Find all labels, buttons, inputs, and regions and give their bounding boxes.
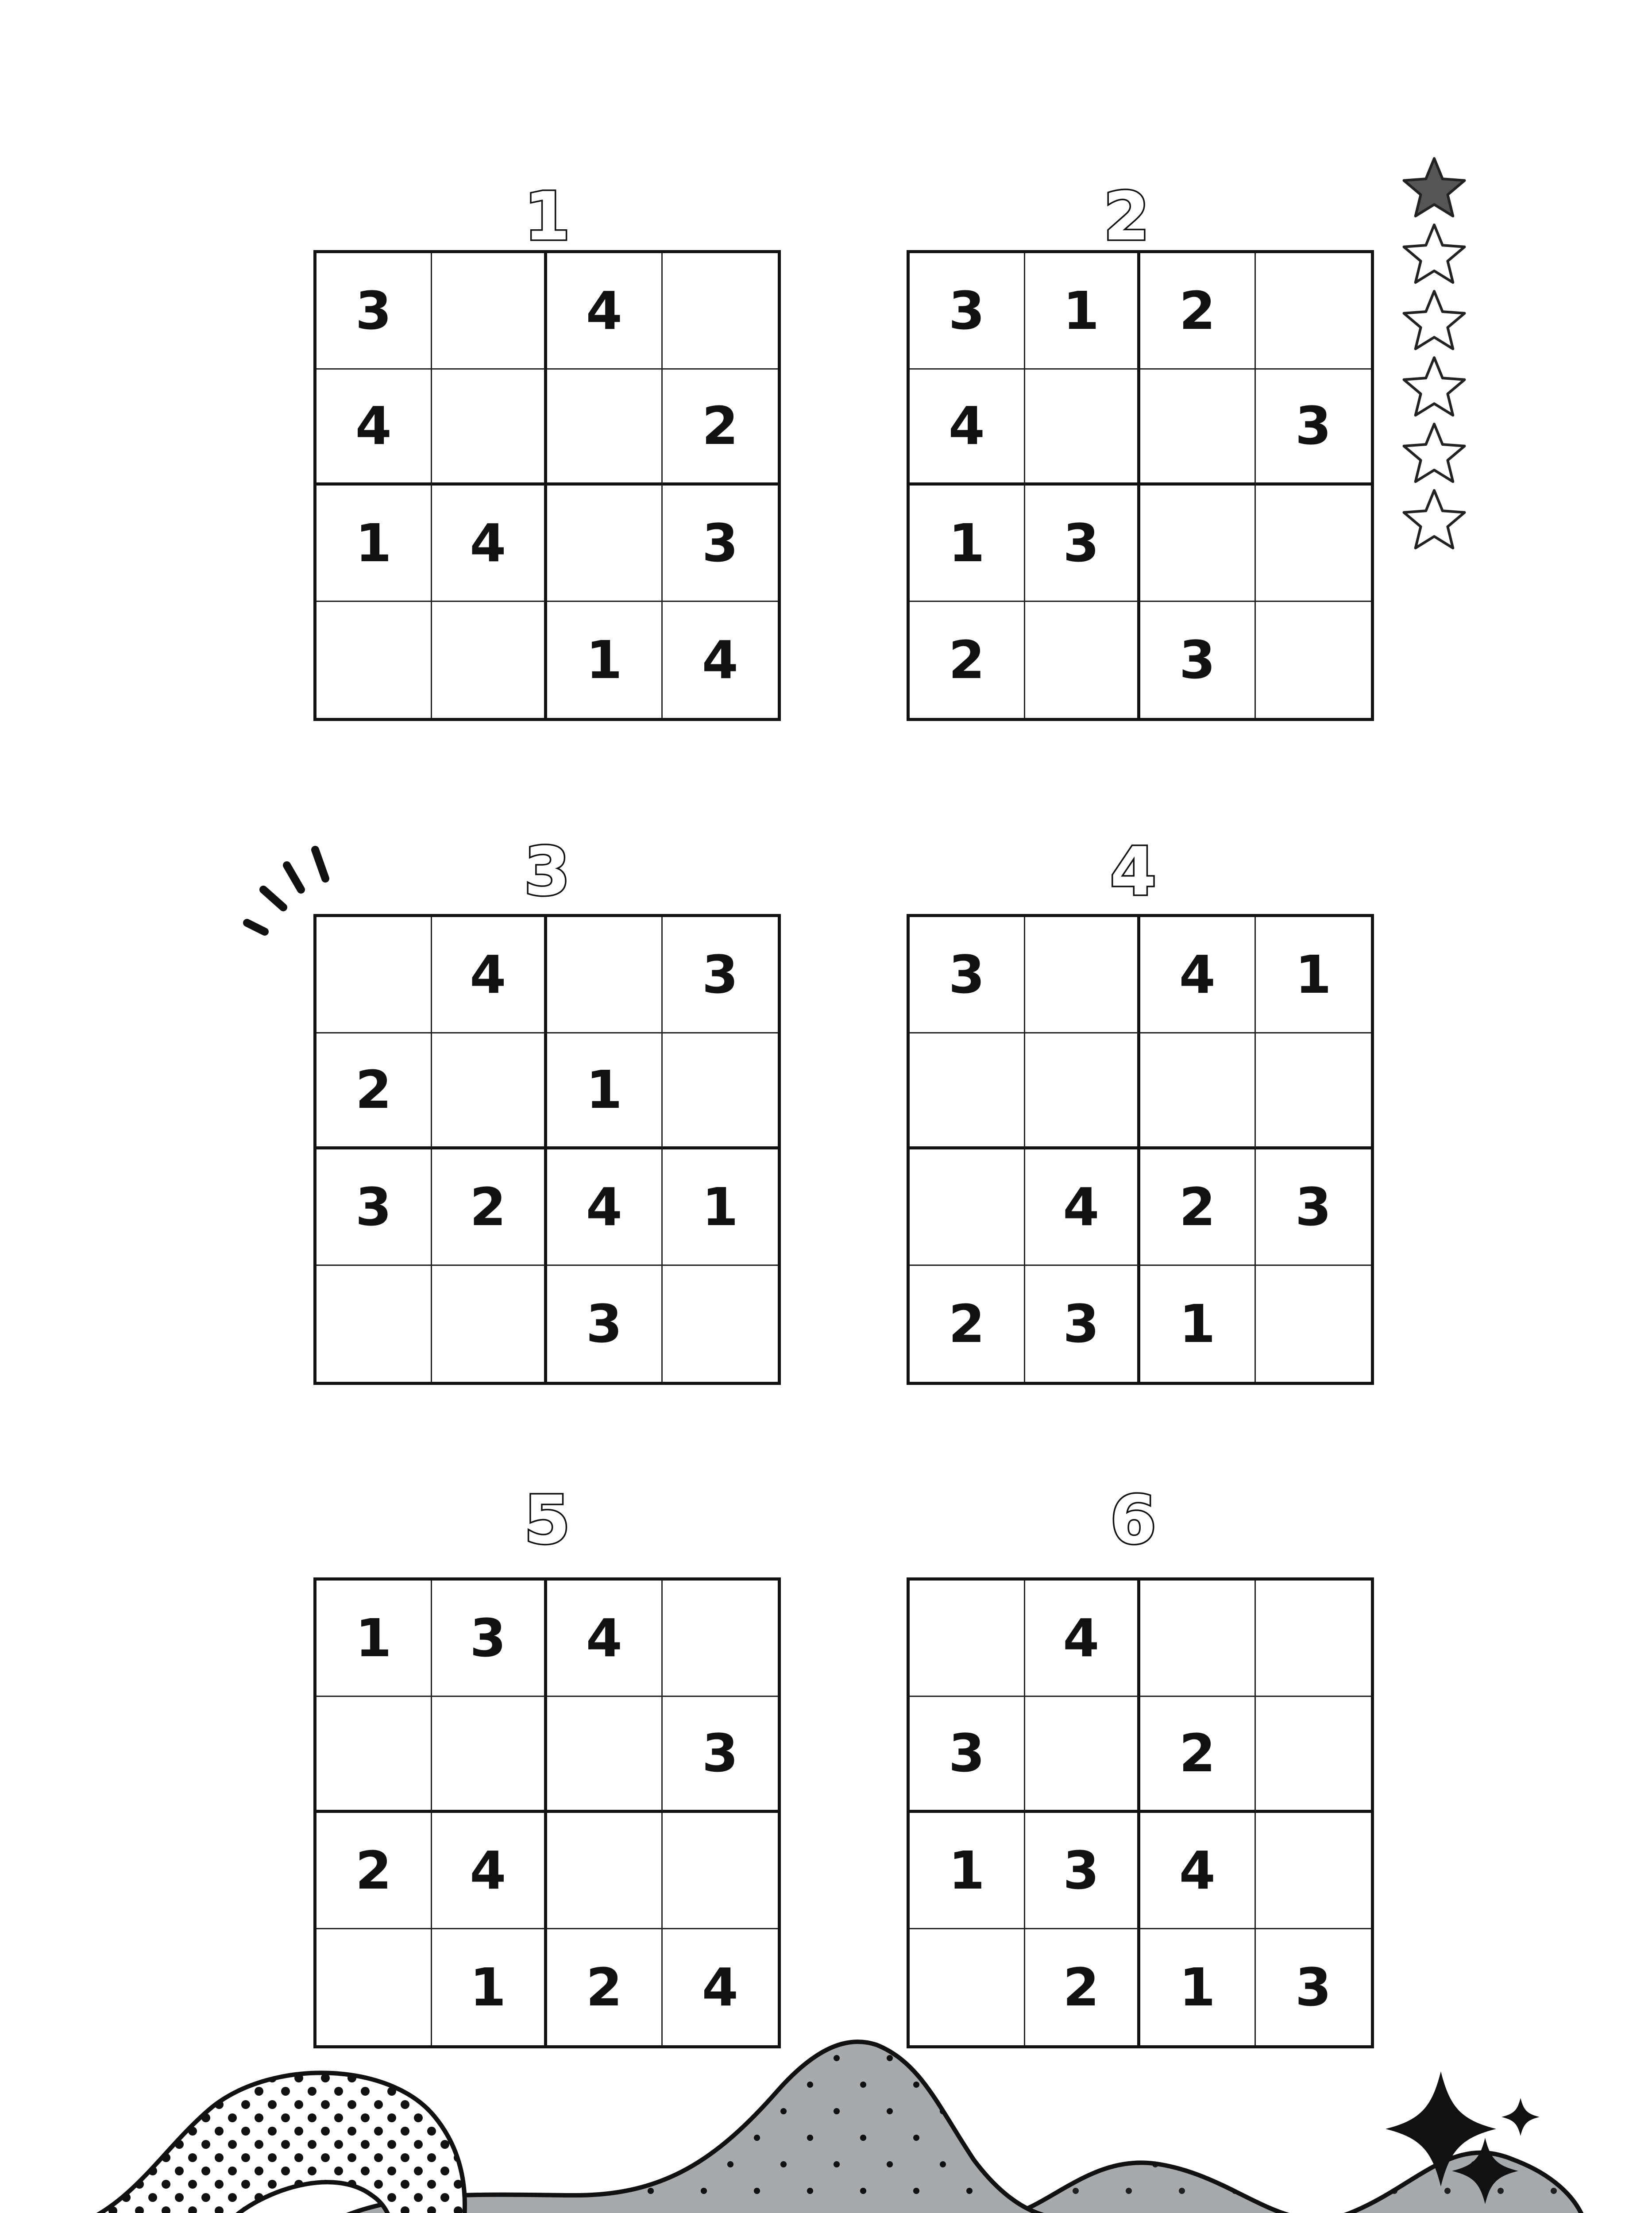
sudoku-cell[interactable] [910,1149,1025,1266]
sudoku-cell[interactable] [1140,486,1256,602]
sudoku-cell[interactable] [317,1697,432,1813]
sudoku-cell[interactable]: 2 [1140,1149,1256,1266]
sudoku-cell[interactable]: 4 [547,1581,663,1697]
star-outline-icon [1404,225,1465,282]
sudoku-cell[interactable] [1025,602,1141,718]
sudoku-cell[interactable]: 3 [1295,1956,1332,2018]
sudoku-grid [313,914,781,1385]
sudoku-cell[interactable]: 1 [663,1149,778,1266]
sudoku-cell[interactable]: 4 [1140,917,1256,1033]
sudoku-cell[interactable]: 4 [702,1956,738,2018]
sudoku-cell[interactable]: 2 [910,1266,1025,1382]
sudoku-cell[interactable]: 1 [317,486,432,602]
sudoku-cell[interactable]: 3 [432,1581,548,1697]
sudoku-cell[interactable] [317,602,432,718]
sudoku-cell[interactable]: 2 [1140,253,1256,370]
sudoku-cell[interactable] [1256,1266,1371,1382]
mountain-shape [266,2042,1107,2213]
sudoku-cell[interactable]: 4 [702,629,738,690]
sudoku-cell[interactable] [547,1813,663,1929]
sudoku-cell[interactable]: 1 [1140,1266,1256,1382]
sudoku-cell[interactable]: 3 [1025,1813,1141,1929]
sudoku-cell[interactable]: 1 [1256,917,1371,1033]
sudoku-cell[interactable]: 1 [910,1813,1025,1929]
sudoku-cell[interactable]: 3 [317,253,432,370]
puzzle-number: 5 [524,1482,571,1559]
sudoku-cell[interactable] [432,253,548,370]
sudoku-grid [313,1577,781,2048]
sudoku-cell[interactable]: 2 [663,370,778,486]
sudoku-cell[interactable] [1140,1033,1256,1150]
sudoku-cell[interactable]: 3 [910,253,1025,370]
sudoku-grid [907,250,1374,721]
sudoku-cell[interactable] [317,1266,432,1382]
sudoku-cell[interactable]: 4 [317,370,432,486]
sudoku-cell[interactable]: 2 [910,602,1025,718]
sudoku-cell[interactable] [547,1697,663,1813]
sudoku-cell[interactable]: 3 [663,486,778,602]
sudoku-cell[interactable]: 1 [1025,253,1141,370]
sudoku-grid [907,1577,1374,2048]
sudoku-cell[interactable] [1025,370,1141,486]
sparkle-icon [1501,2098,1540,2136]
sudoku-cell[interactable] [1256,486,1371,602]
sudoku-cell[interactable]: 3 [1256,1149,1371,1266]
sudoku-cell[interactable] [1256,1033,1371,1150]
sudoku-grid [313,250,781,721]
sudoku-cell[interactable] [547,486,663,602]
puzzle-number: 3 [524,833,571,910]
puzzle-number: 1 [524,178,571,255]
star-outline-icon [1404,424,1465,482]
sudoku-cell[interactable]: 2 [1025,1929,1141,2046]
sudoku-cell[interactable] [910,1929,1025,2046]
sudoku-cell[interactable] [432,1033,548,1150]
sudoku-cell[interactable]: 4 [547,253,663,370]
sudoku-grid [907,914,1374,1385]
sudoku-cell[interactable]: 4 [1140,1813,1256,1929]
sudoku-cell[interactable]: 4 [910,370,1025,486]
sudoku-cell[interactable] [547,370,663,486]
sudoku-cell[interactable]: 2 [432,1149,548,1266]
sudoku-cell[interactable] [432,602,548,718]
sudoku-cell[interactable] [663,253,778,370]
sudoku-cell[interactable]: 2 [547,1929,663,2046]
sudoku-cell[interactable]: 3 [1025,1266,1141,1382]
sudoku-cell[interactable] [1256,602,1371,718]
sparkle-icon [1386,2071,1496,2186]
sudoku-cell[interactable]: 3 [910,917,1025,1033]
sudoku-cell[interactable]: 3 [547,1266,663,1382]
sudoku-cell[interactable]: 2 [317,1813,432,1929]
star-filled-icon [1404,158,1465,216]
sudoku-cell[interactable]: 2 [317,1033,432,1150]
sudoku-cell[interactable] [663,1581,778,1697]
sudoku-cell[interactable]: 3 [1025,486,1141,602]
sudoku-cell[interactable]: 4 [432,1813,548,1929]
sudoku-cell[interactable]: 1 [317,1581,432,1697]
sudoku-cell[interactable]: 3 [910,1697,1025,1813]
sudoku-cell[interactable]: 1 [547,1033,663,1150]
sudoku-cell[interactable]: 1 [910,486,1025,602]
sudoku-cell[interactable] [1025,1697,1141,1813]
sudoku-cell[interactable] [432,1697,548,1813]
sudoku-cell[interactable]: 3 [663,917,778,1033]
sudoku-cell[interactable]: 1 [547,602,663,718]
sudoku-cell[interactable]: 4 [432,917,548,1033]
sudoku-cell[interactable] [1256,253,1371,370]
sudoku-cell[interactable] [1256,1581,1371,1697]
star-outline-icon [1404,358,1465,415]
sudoku-cell[interactable]: 4 [1025,1581,1141,1697]
sudoku-cell[interactable] [1140,370,1256,486]
sudoku-cell[interactable] [317,917,432,1033]
sudoku-cell[interactable] [663,1266,778,1382]
star-outline-icon [1404,490,1465,548]
sudoku-cell[interactable]: 3 [1256,370,1371,486]
swirl-band-shape [62,2073,465,2213]
sudoku-cell[interactable] [663,1033,778,1150]
difficulty-rating [1394,157,1474,555]
sudoku-cell[interactable] [432,1266,548,1382]
sudoku-cell[interactable]: 4 [547,1149,663,1266]
wavy-hill-shape [443,2095,1594,2213]
puzzle-number: 6 [1110,1482,1157,1559]
sudoku-cell[interactable] [1256,1697,1371,1813]
puzzle-number: 2 [1103,178,1150,255]
sparkle-icon [1452,2138,1518,2204]
sudoku-cell[interactable]: 4 [432,486,548,602]
sudoku-cell[interactable] [1025,1033,1141,1150]
sudoku-cell[interactable]: 3 [1140,602,1256,718]
sudoku-cell[interactable]: 1 [1140,1929,1256,2046]
sudoku-cell[interactable]: 2 [1140,1697,1256,1813]
sudoku-cell[interactable]: 4 [1025,1149,1141,1266]
sudoku-cell[interactable] [1025,917,1141,1033]
sudoku-cell[interactable] [317,1929,432,2046]
sudoku-cell[interactable]: 3 [663,1697,778,1813]
star-outline-icon [1404,291,1465,349]
sudoku-cell[interactable]: 1 [432,1929,548,2046]
sudoku-cell[interactable]: 3 [317,1149,432,1266]
sudoku-cell[interactable] [432,370,548,486]
sudoku-cell[interactable] [910,1581,1025,1697]
sudoku-cell[interactable] [1256,1813,1371,1929]
sudoku-cell[interactable] [547,917,663,1033]
sudoku-cell[interactable] [910,1033,1025,1150]
sudoku-cell[interactable] [1140,1581,1256,1697]
sudoku-cell[interactable] [663,1813,778,1929]
puzzle-number: 4 [1110,833,1157,910]
